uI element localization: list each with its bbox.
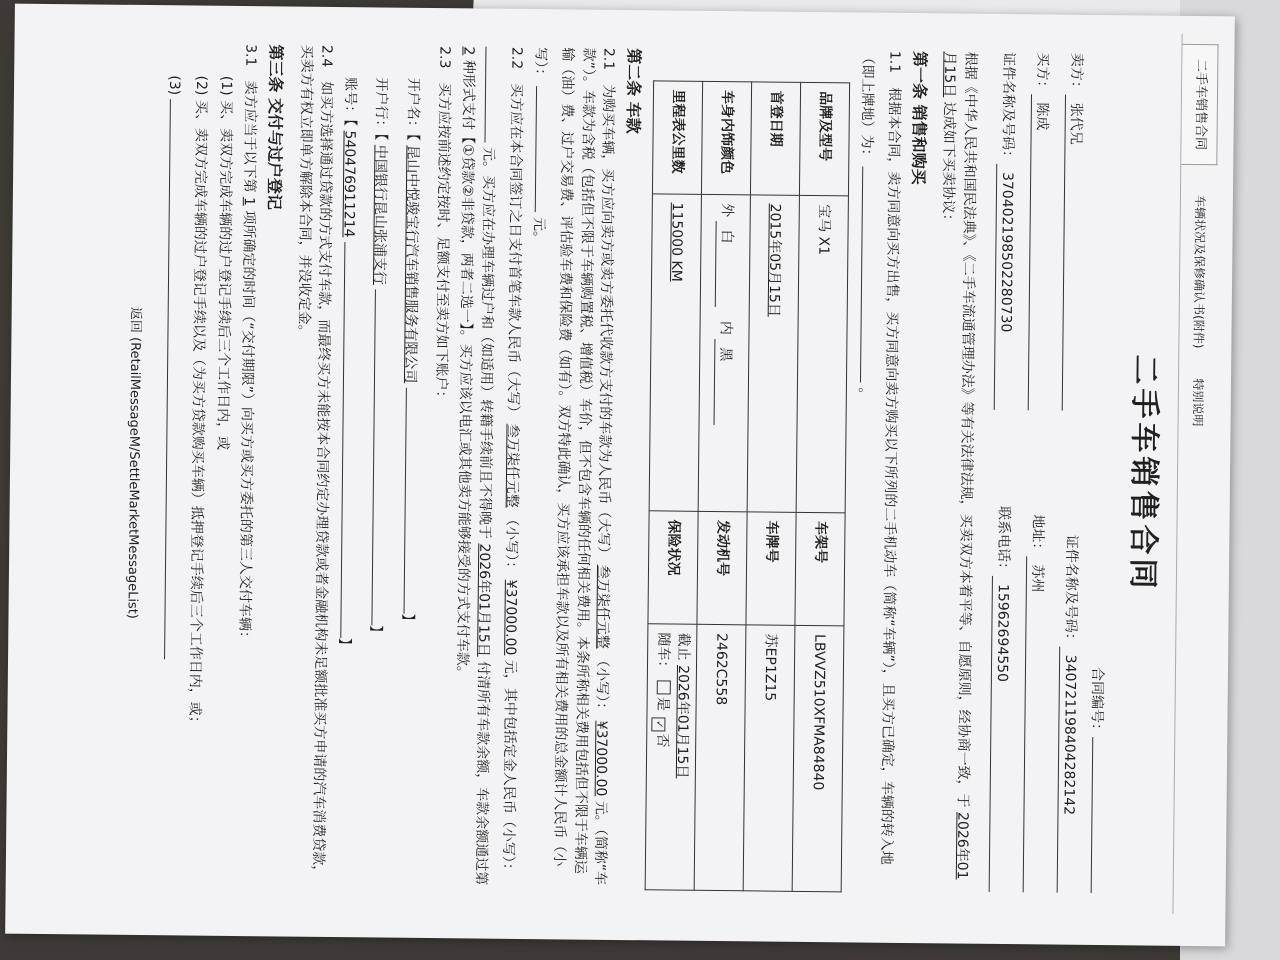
table-row	[792, 82, 849, 891]
delivery-option-2: (2) 买、卖双方完成车辆的过户登记手续以及（为买方贷款购买车辆）抵押登记手续后三个工作日内，或；	[186, 75, 210, 730]
clause-number: 2.3	[436, 46, 453, 69]
price-small: ¥37000.00	[592, 720, 610, 797]
tab-vehicle-condition[interactable]: 车辆状况及保修确认书(附件)	[1191, 194, 1207, 349]
account-name-label: 开户名：【	[404, 77, 421, 141]
clause-1-1	[848, 50, 904, 890]
clause-2-2	[450, 46, 527, 887]
engine-value: 2462C558	[694, 624, 746, 890]
section-1-heading: 第一条 销售和购买	[909, 51, 930, 185]
delivery-option-3	[156, 75, 188, 883]
table-row	[645, 81, 702, 890]
clause-text: 元，其中包括定金人民币（小写）：	[499, 659, 518, 877]
vin-label: 车架号	[795, 512, 845, 626]
clause-number: 2.2	[508, 46, 525, 70]
clause-number: 3.1	[242, 44, 259, 67]
reg-date-label: 首登日期	[751, 82, 801, 196]
seller-id-label: 证件名称及号码：	[1061, 534, 1080, 647]
section-2-heading: 第二条 车款	[623, 48, 644, 134]
bank-line	[372, 289, 397, 625]
clause-text: 买方应按前述约定按时、足额支付至卖方如下账户：	[432, 82, 453, 405]
buyer-label: 买方：	[1033, 52, 1051, 95]
mileage-text: 115000 KM	[668, 202, 686, 282]
deposit-field	[484, 47, 506, 143]
first-payment-small: ¥37000.00	[502, 579, 519, 656]
insurance-label: 保险状况	[648, 511, 698, 625]
delivery-option: 1	[240, 196, 257, 207]
reg-date-text: 2015年05月15日	[766, 203, 784, 317]
clause-number: 2.4	[318, 44, 335, 68]
seller-label: 卖方：	[1067, 52, 1085, 95]
buyer-phone: 15962694550	[988, 576, 1012, 892]
clause-end: 。	[855, 387, 872, 402]
plate-value: 苏EP1Z15	[743, 625, 795, 891]
account-name-row	[394, 78, 430, 886]
intro-text: 根据《中华人民共和国民法典》、《二手车流通管理办法》等有关法律法规，买卖双方本着平等、自愿原则，经协商一致，于	[954, 51, 979, 808]
no-checkbox[interactable]: ✓	[651, 717, 665, 731]
clause-text: 元。买方应在办理车辆过户和（如适用）转籍手续前且不得晚于	[475, 146, 497, 540]
address-label: 地址：	[1028, 514, 1046, 557]
exterior-label: 外	[718, 203, 735, 218]
brand-value: 宝马 X1	[796, 195, 848, 512]
exterior-color: 白	[715, 221, 737, 307]
payment-option: 2	[460, 46, 477, 56]
vin-value: LBVVZ510XFMA84840	[792, 625, 844, 891]
registration-place-field	[860, 167, 883, 383]
document-content	[25, 12, 1224, 924]
with-car-label: 随车：	[654, 632, 671, 675]
phone-label: 联系电话：	[994, 505, 1012, 577]
account-no: 540476911214	[340, 130, 358, 238]
insurance-until-label: 截止	[674, 632, 692, 661]
clause-text: 种形式支付【①贷款②非贷款，两者二选一】。买方应该以电汇或其他卖方能够接受的方式支付车款。	[454, 59, 477, 680]
clause-number: 2.1	[600, 47, 617, 71]
intro-date: 2026年01月15日	[941, 51, 971, 880]
price-big: 叁万柒仟元整	[594, 564, 612, 649]
option-3-label: (3)	[166, 75, 183, 96]
clause-number: 1.1	[886, 50, 903, 74]
yes-checkbox[interactable]	[656, 681, 670, 695]
mileage-label: 里程表公里数	[653, 81, 703, 195]
color-label: 车身内饰颜色	[702, 81, 752, 195]
buyer-address: 苏州	[1022, 556, 1047, 892]
balance-date: 2026年01月15日	[474, 543, 492, 657]
clause-text: 为购买车辆，买方应向卖方或卖方委托代收款方支付的车款为人民币（大写）	[595, 84, 617, 561]
account-no-row	[332, 77, 368, 885]
total-amount-field	[535, 87, 557, 213]
contract-sheet	[5, 4, 1235, 947]
section-3-heading: 第三条 交付与过户登记	[264, 44, 286, 211]
buyer-name: 陈成	[1027, 94, 1051, 410]
contract-no-label: 合同编号：	[1087, 666, 1105, 738]
account-name: 昆山中悦骏宝行汽车销售服务有限公司	[401, 145, 421, 384]
insurance-value	[645, 624, 697, 890]
clause-text: （小写）：	[593, 653, 611, 717]
engine-label: 发动机号	[697, 511, 747, 625]
clause-text: 项所确定的时间（“交付期限”）向买方或买方委托的第三人交付车辆：	[236, 210, 257, 645]
interior-label: 内	[717, 320, 734, 335]
no-label: 否	[653, 733, 670, 748]
account-no-line	[340, 242, 365, 638]
buyer-id-label: 证件名称及号码：	[998, 51, 1017, 165]
clause-text: 元。（简称“车款”）。车款为含税（包括但不限于车辆购置税、增值税）车价，但不包含车辆的任何相关费用。本条所称相关费用包括但不限于车辆运输（油）费、过户交易费、评估验车费和保险费（如有）。双方特此确认，买方应该承担车款以及所有相关费用的总金额计人民币（小写）：	[532, 47, 609, 886]
seller-id: 340721198404282142	[1056, 647, 1080, 893]
intro-paragraph	[931, 51, 980, 891]
plate-label: 车牌号	[746, 512, 796, 626]
interior-color: 黑	[713, 339, 735, 425]
yes-label: 是	[654, 696, 671, 711]
first-payment-big: 叁万柒仟元整	[503, 423, 521, 508]
account-no-label: 账号：【	[341, 77, 359, 127]
vehicle-table	[645, 80, 850, 892]
clause-text: 买方应在本合同签订之日支付首笔车款人民币（大写）	[504, 83, 525, 420]
tab-contract[interactable]: 二手车销售合同	[1181, 44, 1218, 165]
page-title: 二手车销售合同	[1124, 354, 1163, 593]
footer-return-link[interactable]: 返回 (RetailMessageM/SettleMarketMessageList)	[124, 306, 143, 619]
clause-text: （小写）：	[502, 512, 520, 576]
mileage-value	[649, 194, 701, 511]
bank-row	[363, 77, 399, 885]
color-value	[698, 194, 750, 511]
bank-label: 开户行：【	[372, 77, 390, 141]
clause-text: 卖方应当于以下第	[240, 80, 259, 193]
clause-end: 元。	[530, 216, 547, 246]
option-3-line	[164, 100, 187, 660]
delivery-option-1: (1) 买、卖双方完成车辆的过户登记手续后三个工作日内，或	[213, 75, 234, 451]
buyer-id: 370402198502280730	[993, 164, 1017, 410]
intro-tail: 达成如下买卖协议：	[939, 101, 958, 228]
clause-2-1	[522, 47, 619, 888]
tab-strip	[1173, 24, 1224, 924]
clause-text: 根据本合同，卖方同意向买方出售，买方同意向卖方购买以下所列的二手机动车（简称“车辆”），且买方已确定，车辆的转入地（即上牌地）为：	[857, 50, 902, 865]
table-row	[743, 82, 800, 891]
clause-2-4	[287, 45, 336, 885]
clause-text: 如买方选择通过贷款的方式支付车款，而最终买方未能按本合同约定办理贷款或者金融机构未足额批准买方申请的汽车消费贷款，买卖方有权立即单方解除本合同，并没收定金。	[294, 44, 334, 880]
tab-special-notes[interactable]: 特别说明	[1190, 378, 1205, 427]
contract-no-field	[1090, 737, 1113, 893]
seller-name: 张代兄	[1061, 95, 1085, 411]
bracket-close: 】	[399, 613, 416, 628]
bank-name: 中国银行昆山张浦支行	[371, 144, 389, 286]
reg-date-value	[747, 195, 799, 512]
clause-text: 付清所有车款余额，车款余额通过第	[472, 661, 491, 886]
account-name-line	[403, 388, 426, 614]
bracket-close: 】	[367, 625, 384, 640]
brand-label: 品牌及型号	[800, 82, 850, 196]
bracket-close: 】	[336, 637, 353, 653]
table-row	[694, 81, 751, 890]
insurance-until-date: 2026年01月15日	[673, 665, 691, 779]
